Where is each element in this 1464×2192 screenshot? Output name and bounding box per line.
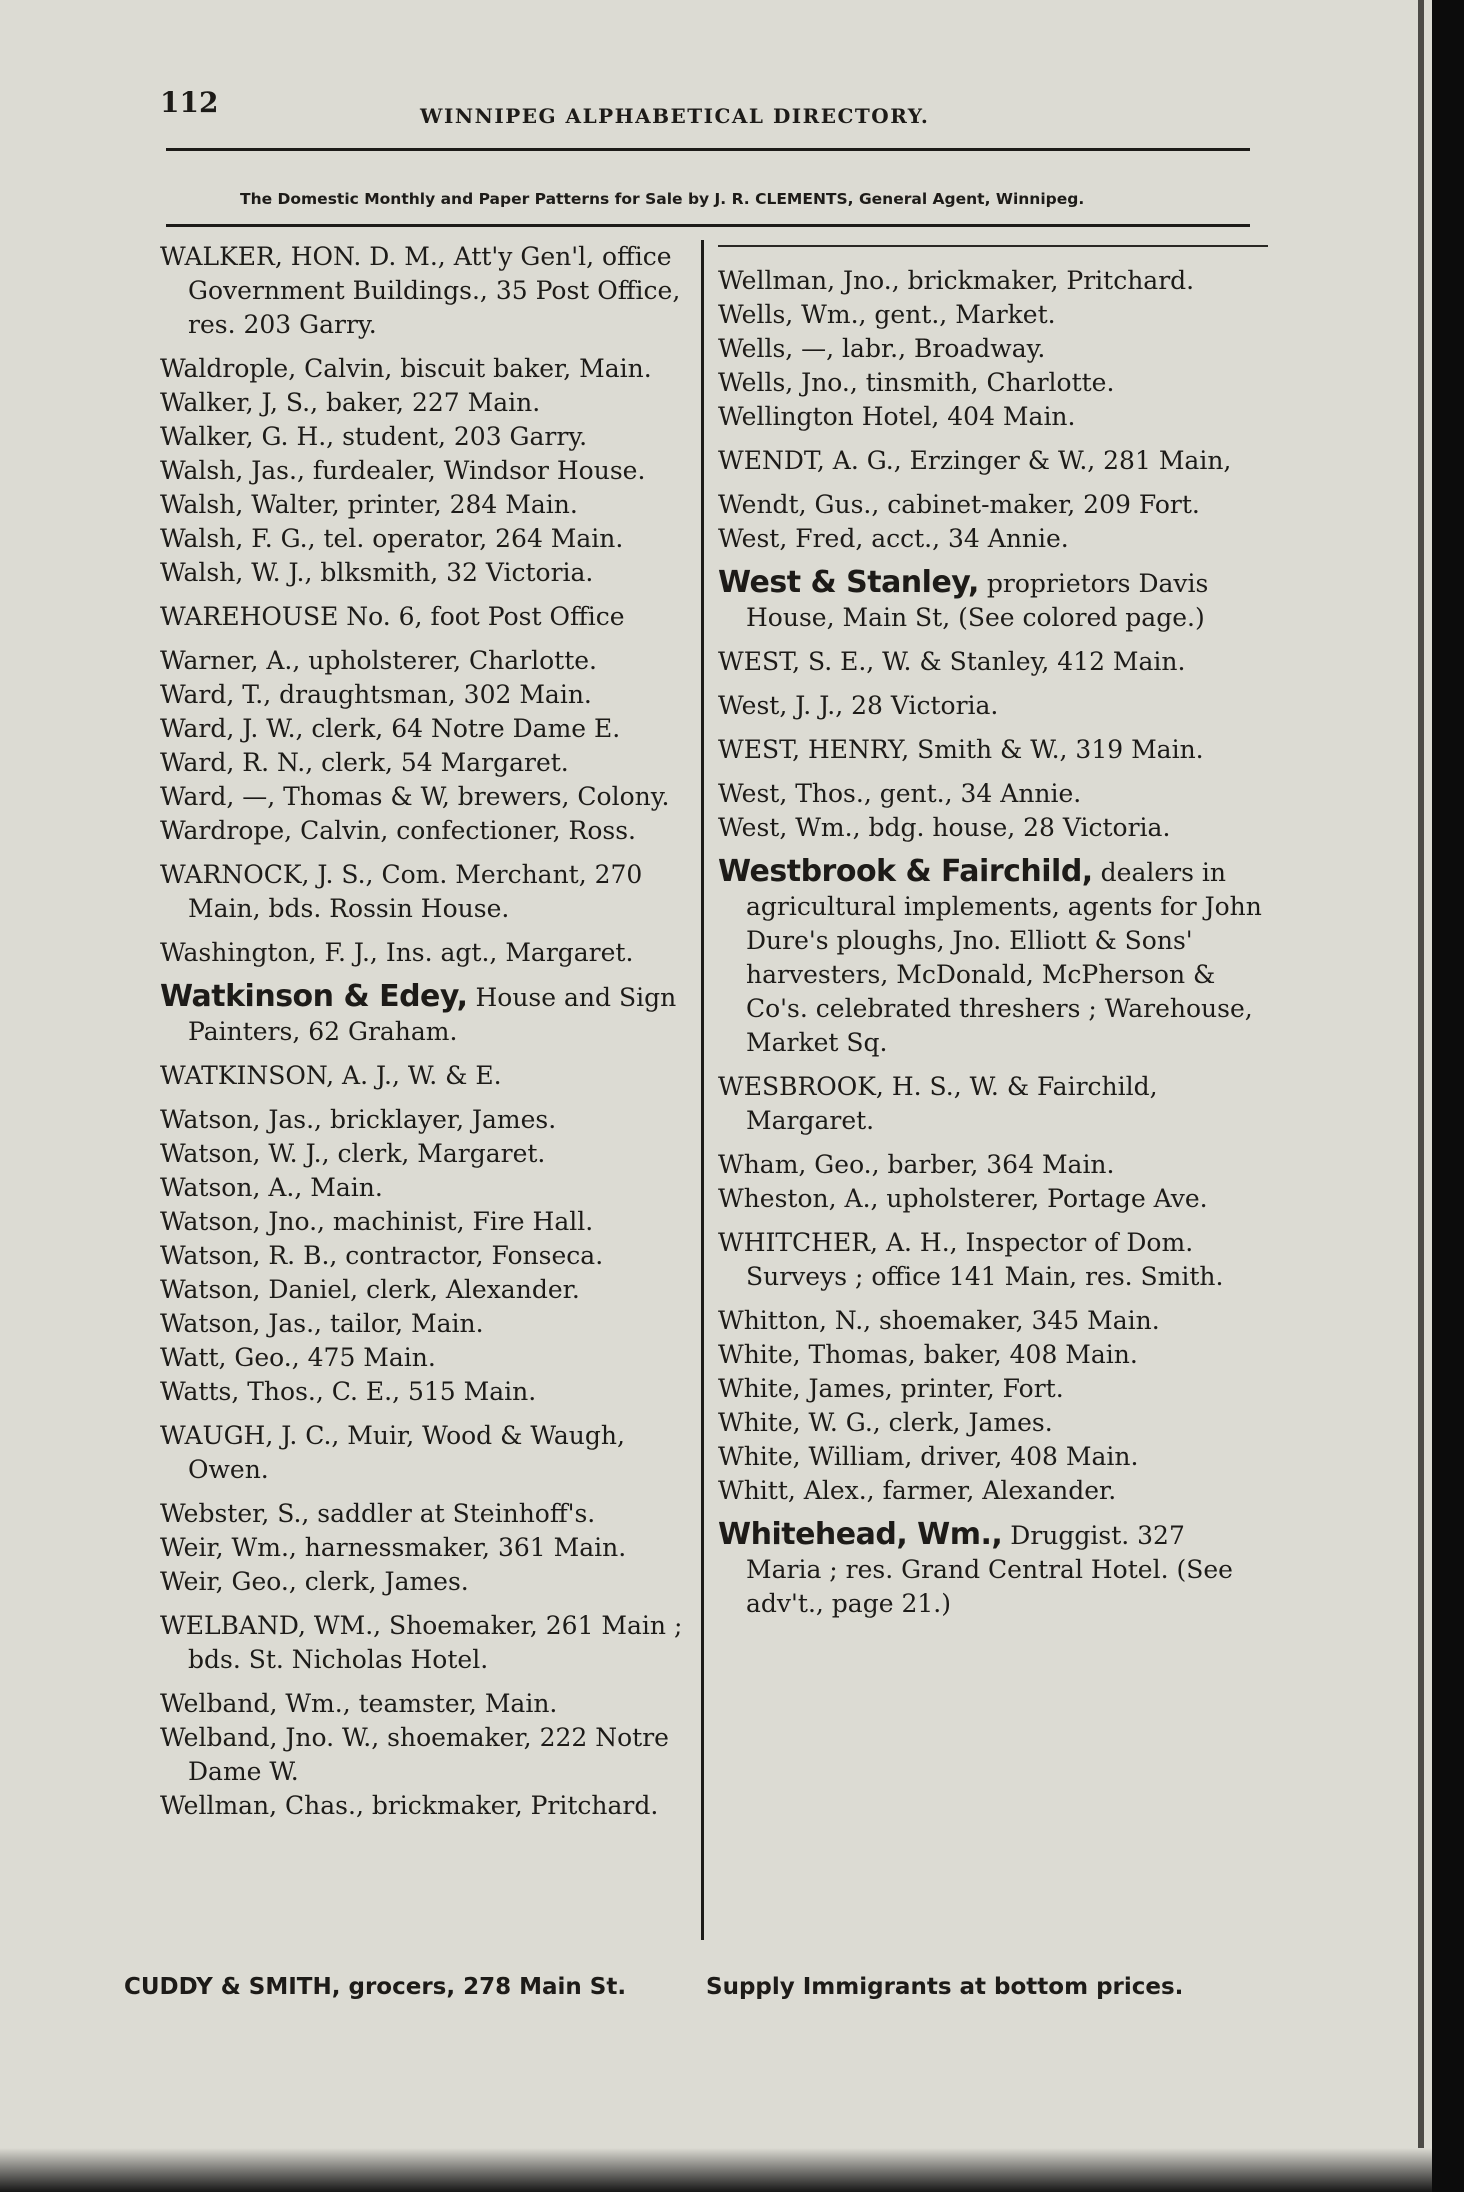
directory-entry: WEST, HENRY, Smith & W., 319 Main.	[718, 735, 1204, 764]
directory-entry: Walker, G. H., student, 203 Garry.	[160, 422, 588, 451]
business-details: dealers in agricultural implements, agents for John Dure's ploughs, Jno. Elliott & Sons' harvesters, McDonald, McPherson & Co's. celebrated threshers ; Warehouse, Market Sq.	[746, 858, 1262, 1057]
directory-entry: WELBAND, WM., Shoemaker, 261 Main ; bds. St. Nicholas Hotel.	[160, 1611, 683, 1674]
page-title: WINNIPEG ALPHABETICAL DIRECTORY.	[420, 104, 930, 128]
directory-entry	[718, 566, 1266, 635]
directory-entry	[718, 1518, 1266, 1621]
business-name: Whitehead, Wm.,	[718, 1517, 1003, 1552]
directory-entry: Webster, S., saddler at Steinhoff's.	[160, 1499, 596, 1528]
directory-entry: West, Wm., bdg. house, 28 Victoria.	[718, 813, 1171, 842]
left-column	[160, 240, 700, 1823]
directory-entry	[718, 855, 1266, 1060]
directory-entry: Wells, Jno., tinsmith, Charlotte.	[718, 368, 1115, 397]
directory-entry: White, James, printer, Fort.	[718, 1374, 1064, 1403]
directory-entry: Wells, Wm., gent., Market.	[718, 300, 1056, 329]
directory-entry: White, W. G., clerk, James.	[718, 1408, 1053, 1437]
directory-entry: Watts, Thos., C. E., 515 Main.	[160, 1377, 537, 1406]
directory-entry: Warner, A., upholsterer, Charlotte.	[160, 646, 597, 675]
directory-entry: Ward, T., draughtsman, 302 Main.	[160, 680, 592, 709]
footer-ad-right: Supply Immigrants at bottom prices.	[706, 1974, 1184, 2000]
business-details: House and Sign Painters, 62 Graham.	[188, 983, 677, 1046]
directory-entry: Wheston, A., upholsterer, Portage Ave.	[718, 1184, 1208, 1213]
directory-entry: Walker, J, S., baker, 227 Main.	[160, 388, 541, 417]
directory-entry: Watson, Jas., bricklayer, James.	[160, 1105, 557, 1134]
directory-entry: Washington, F. J., Ins. agt., Margaret.	[160, 938, 634, 967]
directory-entry: West, Thos., gent., 34 Annie.	[718, 779, 1082, 808]
directory-entry: WESBROOK, H. S., W. & Fairchild, Margaret.	[718, 1072, 1158, 1135]
directory-entry: WATKINSON, A. J., W. & E.	[160, 1061, 502, 1090]
directory-entry: Wardrope, Calvin, confectioner, Ross.	[160, 816, 636, 845]
business-details: proprietors Davis House, Main St, (See colored page.)	[746, 569, 1209, 632]
directory-entry: Wellington Hotel, 404 Main.	[718, 402, 1076, 431]
header-rule-lower	[166, 224, 1250, 227]
page-edge-line	[1418, 0, 1424, 2192]
column-divider	[701, 240, 704, 1940]
directory-entry: WAREHOUSE No. 6, foot Post Office	[160, 602, 625, 631]
directory-entry: Whitt, Alex., farmer, Alexander.	[718, 1476, 1117, 1505]
directory-entry: Welband, Wm., teamster, Main.	[160, 1689, 558, 1718]
directory-entry: WAUGH, J. C., Muir, Wood & Waugh, Owen.	[160, 1421, 625, 1484]
directory-entry: Ward, R. N., clerk, 54 Margaret.	[160, 748, 569, 777]
directory-entry: WHITCHER, A. H., Inspector of Dom. Surveys ; office 141 Main, res. Smith.	[718, 1228, 1224, 1291]
directory-entry: Walsh, F. G., tel. operator, 264 Main.	[160, 524, 624, 553]
directory-entry: Watson, Daniel, clerk, Alexander.	[160, 1275, 580, 1304]
directory-entry: Weir, Geo., clerk, James.	[160, 1567, 469, 1596]
business-name: West & Stanley,	[718, 565, 979, 600]
directory-entry: Watson, A., Main.	[160, 1173, 383, 1202]
page-bottom-shadow	[0, 2148, 1432, 2192]
business-name: Watkinson & Edey,	[160, 979, 468, 1014]
directory-entry: Watson, W. J., clerk, Margaret.	[160, 1139, 546, 1168]
directory-entry: Watt, Geo., 475 Main.	[160, 1343, 436, 1372]
business-details: Druggist. 327 Maria ; res. Grand Central Hotel. (See adv't., page 21.)	[746, 1521, 1233, 1618]
footer-ad-left: CUDDY & SMITH, grocers, 278 Main St.	[124, 1974, 627, 2000]
directory-entry: WEST, S. E., W. & Stanley, 412 Main.	[718, 647, 1186, 676]
business-name: Westbrook & Fairchild,	[718, 854, 1093, 889]
directory-entry: West, J. J., 28 Victoria.	[718, 691, 999, 720]
directory-entry: White, William, driver, 408 Main.	[718, 1442, 1139, 1471]
directory-entry: WALKER, HON. D. M., Att'y Gen'l, office Government Buildings., 35 Post Office, res. 203 Garry.	[160, 242, 681, 339]
directory-entry	[160, 980, 700, 1049]
directory-entry: Weir, Wm., harnessmaker, 361 Main.	[160, 1533, 627, 1562]
header-rule	[166, 148, 1250, 151]
directory-entry: White, Thomas, baker, 408 Main.	[718, 1340, 1138, 1369]
page-number: 112	[160, 86, 219, 119]
directory-entry: West, Fred, acct., 34 Annie.	[718, 524, 1069, 553]
directory-entry: Ward, J. W., clerk, 64 Notre Dame E.	[160, 714, 621, 743]
directory-entry: Watson, Jas., tailor, Main.	[160, 1309, 484, 1338]
directory-entry: Watson, Jno., machinist, Fire Hall.	[160, 1207, 594, 1236]
directory-entry: Wham, Geo., barber, 364 Main.	[718, 1150, 1115, 1179]
directory-entry: WENDT, A. G., Erzinger & W., 281 Main,	[718, 446, 1232, 475]
directory-entry: Walsh, W. J., blksmith, 32 Victoria.	[160, 558, 594, 587]
promo-banner: The Domestic Monthly and Paper Patterns for Sale by J. R. CLEMENTS, General Agent, Winnipeg.	[240, 190, 1085, 208]
directory-entry: Walsh, Jas., furdealer, Windsor House.	[160, 456, 646, 485]
directory-entry: Wendt, Gus., cabinet-maker, 209 Fort.	[718, 490, 1200, 519]
directory-entry: Waldrople, Calvin, biscuit baker, Main.	[160, 354, 652, 383]
directory-entry: Watson, R. B., contractor, Fonseca.	[160, 1241, 604, 1270]
page-edge-shadow	[1432, 0, 1464, 2192]
directory-entry: Walsh, Walter, printer, 284 Main.	[160, 490, 578, 519]
directory-entry: WARNOCK, J. S., Com. Merchant, 270 Main, bds. Rossin House.	[160, 860, 643, 923]
directory-entry: Wellman, Jno., brickmaker, Pritchard.	[718, 266, 1195, 295]
right-column	[718, 264, 1266, 1621]
directory-entry: Wells, —, labr., Broadway.	[718, 334, 1046, 363]
directory-entry: Welband, Jno. W., shoemaker, 222 Notre Dame W.	[160, 1723, 669, 1786]
right-column-rule	[718, 245, 1268, 247]
directory-entry: Whitton, N., shoemaker, 345 Main.	[718, 1306, 1160, 1335]
directory-entry: Wellman, Chas., brickmaker, Pritchard.	[160, 1791, 659, 1820]
directory-entry: Ward, —, Thomas & W, brewers, Colony.	[160, 782, 670, 811]
